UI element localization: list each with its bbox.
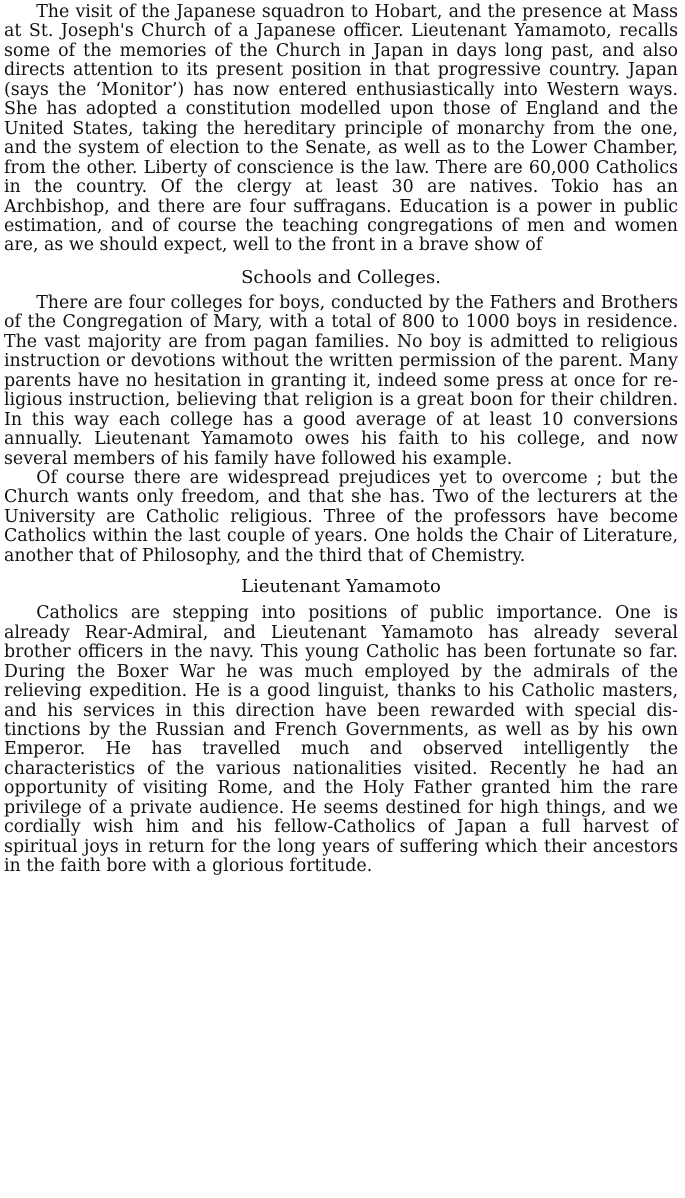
section-heading-yamamoto: Lieutenant Yamamoto: [241, 576, 441, 598]
schools-paragraph-1: There are four colleges for boys, conducted by the Fathers and Brothers of the Congregation of Mary, with a total of 800 to 1000 boys in residence. The vast majority are from pagan families. No boy is admitted to religious instruction or devotions without the written permission of the parent. Many parents have no hesitation in granting it, indeed some press at once for religious instruction, believing that religion is a great boon for their children. In this way each college has a good average of at least 10 conversions annually. Lieutenant Yamamoto owes his faith to his college, and now several members of his family have followed his example.: [4, 292, 678, 469]
schools-paragraph-2: Of course there are widespread prejudices yet to overcome ; but the Church wants only freedom, and that she has. Two of the lecturers at the University are Catholic religious. Three of the professors have become Catholics within the last couple of years. One holds the Chair of Literature, another that of Philosophy, and the third that of Chemistry.: [4, 467, 678, 566]
intro-paragraph: The visit of the Japanese squadron to Hobart, and the presence at Mass at St. Joseph's Church of a Japanese officer. Lieutenant Yamamoto, recalls some of the memories of the Church in Japan in days long past, and also directs attention to its present position in that progressive country. Japan (says the ‘Monitor’) has now entered enthusiastically into Western ways. She has adopted a constitution modelled upon those of England and the United States, taking the hereditary principle of monarchy from the one, and the system of election to the Senate, as well as to the Lower Chamber, from the other. Liberty of conscience is the law. There are 60,000 Catholics in the country. Of the clergy at least 30 are natives. Tokio has an Archbishop, and there are four suffragans. Education is a power in public estimation, and of course the teaching congregations of men and women are, as we should expect, well to the front in a brave show of: [4, 2, 678, 256]
yamamoto-paragraph: Catholics are stepping into positions of public importance. One is already Rear-Admiral, and Lieutenant Yamamoto has already several brother officers in the navy. This young Catholic has been fortunate so far. During the Boxer War he was much employed by the admirals of the relieving expedition. He is a good linguist, thanks to his Catholic masters, and his services in this direction have been rewarded with special distinctions by the Russian and French Governments, as well as by his own Emperor. He has travelled much and observed intelligently the characteristics of the various nationalities visited. Recently he had an opportunity of visiting Rome, and the Holy Father granted him the rare privilege of a private audience. He seems destined for high things, and we cordially wish him and his fellow-Catholics of Japan a full harvest of spiritual joys in return for the long years of suffering which their ancestors in the faith bore with a glorious fortitude.: [4, 603, 678, 877]
section-heading-schools: Schools and Colleges.: [241, 266, 441, 288]
